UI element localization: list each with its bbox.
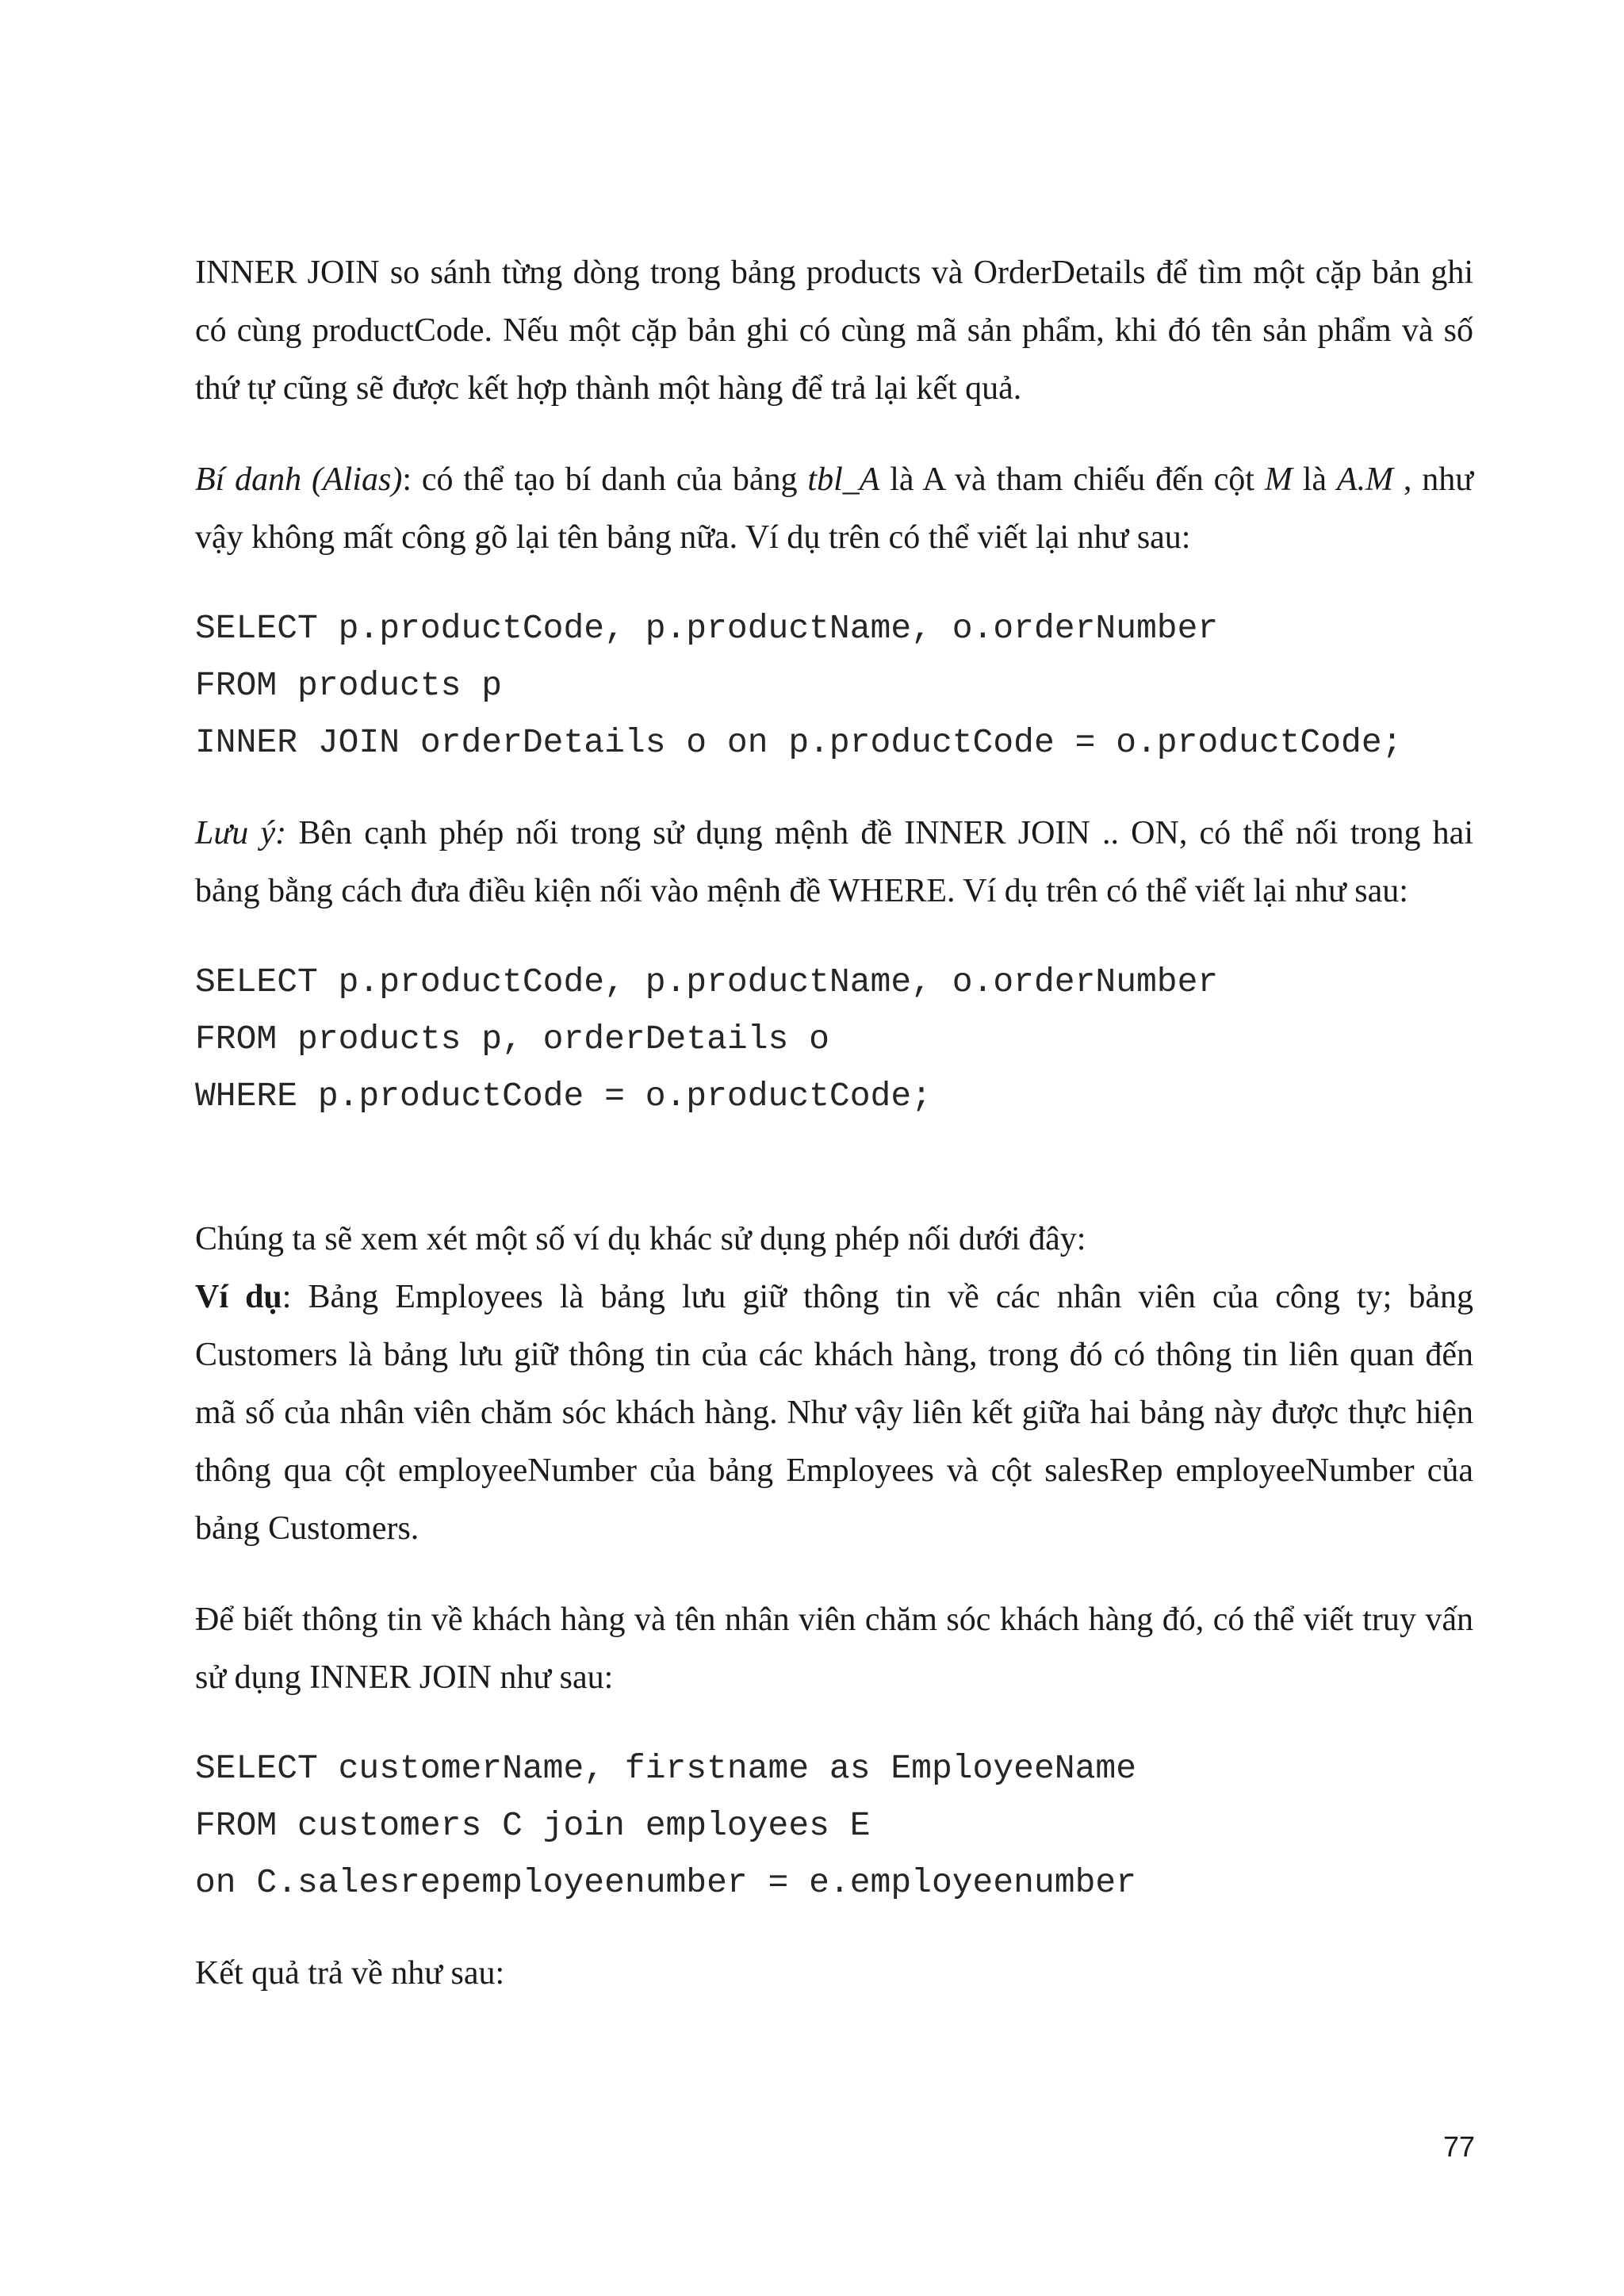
page-content (195, 244, 1473, 2003)
paragraph-note: Lưu ý: Bên cạnh phép nối trong sử dụng mệnh đề INNER JOIN .. ON, có thể nối trong hai bảng bằng cách đưa điều kiện nối vào mệnh đề WHERE. Ví dụ trên có thể viết lại như sau: (195, 815, 1473, 909)
note-label: Lưu ý: (195, 815, 287, 851)
code-line: FROM products p (195, 666, 503, 705)
code-line: on C.salesrepemployeenumber = e.employeenumber (195, 1863, 1136, 1902)
alias-term: Bí danh (Alias) (195, 461, 403, 498)
code-block-where-join (195, 954, 1473, 1125)
paragraph-result-intro: Kết quả trả về như sau: (195, 1955, 505, 1992)
paragraph-inner-join-explanation: INNER JOIN so sánh từng dòng trong bảng products và OrderDetails để tìm một cặp bản ghi có cùng productCode. Nếu một cặp bản ghi có cùng mã sản phẩm, khi đó tên sản phẩm và số thứ tự cũng sẽ được kết hợp thành một hàng để trả lại kết quả. (195, 254, 1473, 407)
example-label: Ví dụ (195, 1279, 282, 1315)
code-block-inner-join (195, 600, 1473, 771)
code-line: SELECT p.productCode, p.productName, o.orderNumber (195, 962, 1219, 1001)
column-name-term: M (1264, 461, 1293, 498)
paragraph-query-intro: Để biết thông tin về khách hàng và tên nhân viên chăm sóc khách hàng đó, có thể viết truy vấn sử dụng INNER JOIN như sau: (195, 1601, 1473, 1696)
code-line: SELECT p.productCode, p.productName, o.orderNumber (195, 609, 1219, 648)
paragraph-alias: Bí danh (Alias): có thể tạo bí danh của bảng tbl_A là A và tham chiếu đến cột M là A.M , như vậy không mất công gõ lại tên bảng nữa. Ví dụ trên có thể viết lại như sau: (195, 461, 1473, 556)
code-line: INNER JOIN orderDetails o on p.productCode = o.productCode; (195, 723, 1403, 762)
code-block-customers-employees (195, 1740, 1473, 1911)
table-name-term: tbl_A (807, 461, 880, 498)
page-number: 77 (1442, 2130, 1475, 2163)
code-line: SELECT customerName, firstname as EmployeeName (195, 1749, 1136, 1788)
code-line: FROM products p, orderDetails o (195, 1020, 829, 1058)
code-line: WHERE p.productCode = o.productCode; (195, 1077, 932, 1115)
code-line: FROM customers C join employees E (195, 1806, 871, 1845)
paragraph-example: Ví dụ: Bảng Employees là bảng lưu giữ thông tin về các nhân viên của công ty; bảng Customers là bảng lưu giữ thông tin của các khách hàng, trong đó có thông tin liên quan đến mã số của nhân viên chăm sóc khách hàng. Như vậy liên kết giữa hai bảng này được thực hiện thông qua cột employeeNumber của bảng Employees và cột salesRep employeeNumber của bảng Customers. (195, 1279, 1473, 1547)
qualified-column-term: A.M (1336, 461, 1394, 498)
paragraph-intro-examples: Chúng ta sẽ xem xét một số ví dụ khác sử dụng phép nối dưới đây: (195, 1221, 1086, 1257)
